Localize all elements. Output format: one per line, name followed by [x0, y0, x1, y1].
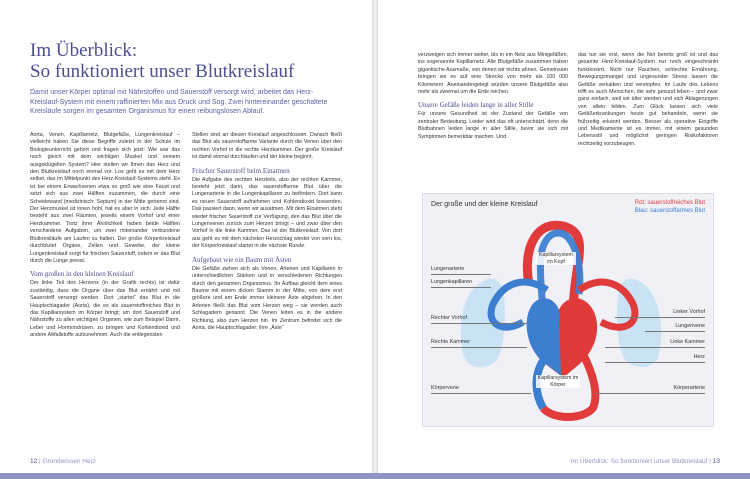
footer-section-title: Grundwissen Herz: [42, 458, 97, 465]
paragraph: das tun sie erst, wenn die Not bereits groß ist und das gesamte Herz-Kreislauf-System nur noch eingeschränkt funktioniert. Nicht nur Rauchen, schlechte Ernährung, Bewegungsmangel und ungesunder Stress lassen die Gefäße verkalken und verstopfen. Im Laufe des Lebens trifft es auch Menschen, die sehr gesund leben – und zwar ganz einfach, weil wir älter werden und sich Ablagerungen von allein bilden. Zum Glück lassen sich viele Gefäßerkrankungen heute gut behandeln, wenn sie frühzeitig erkannt werden. Besser als operative Eingriffe und Medikamente ist es immer, mit einem gesunden Lebensstil und möglichst geringen Risikofaktoren rechtzeitig vorzubeugen.: [578, 52, 718, 147]
leader-line: [431, 274, 491, 275]
left-column-1: [30, 132, 180, 342]
legend-red: Rot: sauerstoffreiches Blut: [634, 200, 705, 206]
page-number: 13: [712, 458, 720, 465]
paragraph: Stellen sind an diesen Kreislauf angeschlossen. Danach fließt das Blut als sauerstoffarme Variante durch die Venen über den rechten Vorhof in die rechte Herzkammer. Der große Kreislauf ist damit einmal durchlaufen und der kleine beginnt.: [192, 132, 342, 161]
paragraph: Die Aufgabe des rechten Herzteils, also der rechten Kammer, besteht jetzt darin, das sauerstoffarme Blut über die Lungenarterie in die Lungenkapillaren zu befördern. Dort kann es neuen Sauerstoff aufnehmen und Kohlendioxid loswerden. Das passiert dann, wenn wir ausatmen. Mit dem Einatmen steht wieder frischer Sauerstoff zur Verfügung, den das Blut über die Lungenvenen zurück zum Herzen bringt – und zwar über den Vorhof in die linke Kammer. Das ist der Blutkreislauf. Von dort aus geht es mit dem nächsten Herzschlag wieder von vorn los, der Körperkreislauf startet in die nächste Runde.: [192, 176, 342, 250]
footer-section-title: Im Überblick: So funktioniert unser Blutkreislauf: [570, 458, 708, 465]
paragraph: verzweigen sich immer weiter, bis in ein Netz aus Minigefäßen, ins sogenannte Kapillarnetz. Alle Blutgefäße zusammen haben gigantische Ausmaße, von denen wir nichts ahnen. Gemeinsam bringen sie es auf eine Strecke von mehr als 100 000 Kilometern. Aneinandergelegt würden unsere Blutgefäße also mehr als zweimal um die Erde reichen.: [418, 52, 568, 96]
leader-line: [645, 331, 705, 332]
legend-blue: Blau: sauerstoffarmes Blut: [634, 208, 705, 214]
subheading: Aufgebaut wie ein Baum mit Ästen: [192, 255, 292, 264]
leader-line: [431, 347, 527, 348]
paragraph: Der linke Teil des Herzens (in der Grafik rechts) ist dafür zuständig, dass die Organe über das Blut ernährt und mit Sauerstoff versorgt werden. Dort „startet“ das Blut in die Hauptschlagader (Aorta), die es als sauerstoffreiches Blut in das Kapillarsystem im Körper bringt; um dort Sauerstoff und Nährstoffe zu allen wichtigen Organen, wie zum Beispiel Darm, Leber und Hormondrüsen, zu bringen und Kohlendioxid und andere Abfallstoffe aufzunehmen. Auch die entlegensten: [30, 280, 180, 339]
paragraph: Die Gefäße ziehen sich als Venen, Arterien und Kapillaren in unterschiedlichen Stärken und in verschiedenen Richtungen durch den gesamten Organismus. Ihr Aufbau gleicht dem eines Baume mit einem dicken Stamm in der Mitte, von dem erst größere und am Ende immer kleinere Äste abgehen. In den Arterien fließt das Blut vom Herzen weg – sie werden auch Schlagadern genannt. Die Venen leiten es in die andere Richtung, also zum Herzen hin. Im Zentrum befindet sich die Aorta, die Hauptschlagader; ihre „Äste“: [192, 265, 342, 331]
label-herz: Herz: [693, 354, 705, 360]
right-column-2: [578, 52, 718, 150]
right-footer: [571, 458, 720, 465]
footer-separator: |: [39, 458, 41, 465]
label-linke-kammer: Linke Kammer: [670, 339, 705, 345]
right-page: [378, 0, 750, 479]
left-column-2: [192, 132, 342, 334]
page-number: 12: [30, 458, 38, 465]
left-page: [0, 0, 372, 479]
subheading: Vom großen in den kleinen Kreislauf: [30, 270, 134, 279]
label-koerpervene: Körpervene: [431, 385, 459, 391]
leader-line: [615, 317, 705, 318]
leader-line: [595, 393, 705, 394]
label-linker-vorhof: Linker Vorhof: [673, 309, 705, 315]
leader-line: [431, 393, 531, 394]
bottom-accent-bar: [0, 473, 750, 479]
label-lungenkapillaren: Lungenkapillaren: [431, 279, 473, 285]
leader-line: [431, 287, 491, 288]
subheading: Frischer Sauerstoff beim Einatmen: [192, 166, 290, 175]
subheading: Unsere Gefäße leiden lange in aller Stille: [418, 101, 534, 110]
capillary-label-head: Kapillarsystem im Kopf: [536, 252, 576, 265]
figure-title: Der große und der kleine Kreislauf: [431, 201, 538, 208]
leader-line: [605, 362, 705, 363]
label-lungenvene: Lungenvene: [675, 323, 705, 329]
footer-separator: |: [709, 458, 711, 465]
page-headline: [30, 40, 294, 82]
circulation-illustration: [423, 194, 713, 426]
leader-line: [605, 347, 705, 348]
label-rechter-vorhof: Rechter Vorhof: [431, 315, 467, 321]
circulation-figure: [422, 193, 714, 427]
intro-paragraph: Damit unser Körper optimal mit Nährstoffen und Sauerstoff versorgt wird, arbeitet das Herz-Kreislauf-System mit einem raffinierten Mix aus Druck und Sog. Zwei hintereinander geschaltete Kreisläufe sorgen im gesamten Organismus für einen reibungslosen Ablauf.: [30, 89, 328, 115]
label-rechte-kammer: Rechte Kammer: [431, 339, 470, 345]
right-column-1: [418, 52, 568, 143]
headline-line-1: Im Überblick:: [30, 40, 138, 61]
left-footer: [30, 458, 96, 465]
capillary-label-body: Kapillarsystem im Körper: [537, 375, 579, 388]
label-koerperarterie: Körperarterie: [673, 385, 705, 391]
headline-line-2: So funktioniert unser Blutkreislauf: [30, 61, 295, 82]
paragraph: Aorta, Venen, Kapillarnetz, Blutgefäße, Lungenkreislauf – vielleicht haben Sie diese Begriffe zuletzt in der Schule im Biologieunterricht gehört und fragen sich jetzt: Wie war das noch gleich mit dem wichtigen Muskel und seinem ausgeklügelten System? Hier stellen wir Ihnen das Herz und den Blutkreislauf noch einmal vor. Los geht es mit dem Herz selbst, das im Mittelpunkt des Herz-Kreislauf-Systems steht. Es ist bei einem Erwachsenen etwa so groß wie eine Faust und setzt sich aus zwei Hälften zusammen, die durch eine Scheidewand (medizinisch: Septum) in der Mitte getrennt sind. Der Herzmuskel ist innen hohl, hat es aber in sich: Jede Hälfte besteht aus zwei Räumen, jeweils einem Vorhof und einer Herzkammer. Trotz ihrer Ähnlichkeit haben beide Hälften verschiedene Aufgaben, um zwei miteinander verbundene Blutkreisläufe am Laufen zu halten. Der große Körperkreislauf durchblutet Organe, Zellen und Gewebe, der kleine Lungenkreislauf sorgt für frischen Sauerstoff, indem er das Blut durch die Lunge presst.: [30, 132, 180, 264]
paragraph: Für unsere Gesundheit ist der Zustand der Gefäße von zentraler Bedeutung. Leider wird das oft unterschätzt, denn die Blutbahnen leiden lange in aller Stille, bevor sie sich mit Symptomen bemerkbar machen. Und: [418, 111, 568, 140]
label-lungenarterie: Lungenarterie: [431, 266, 465, 272]
leader-line: [431, 323, 527, 324]
